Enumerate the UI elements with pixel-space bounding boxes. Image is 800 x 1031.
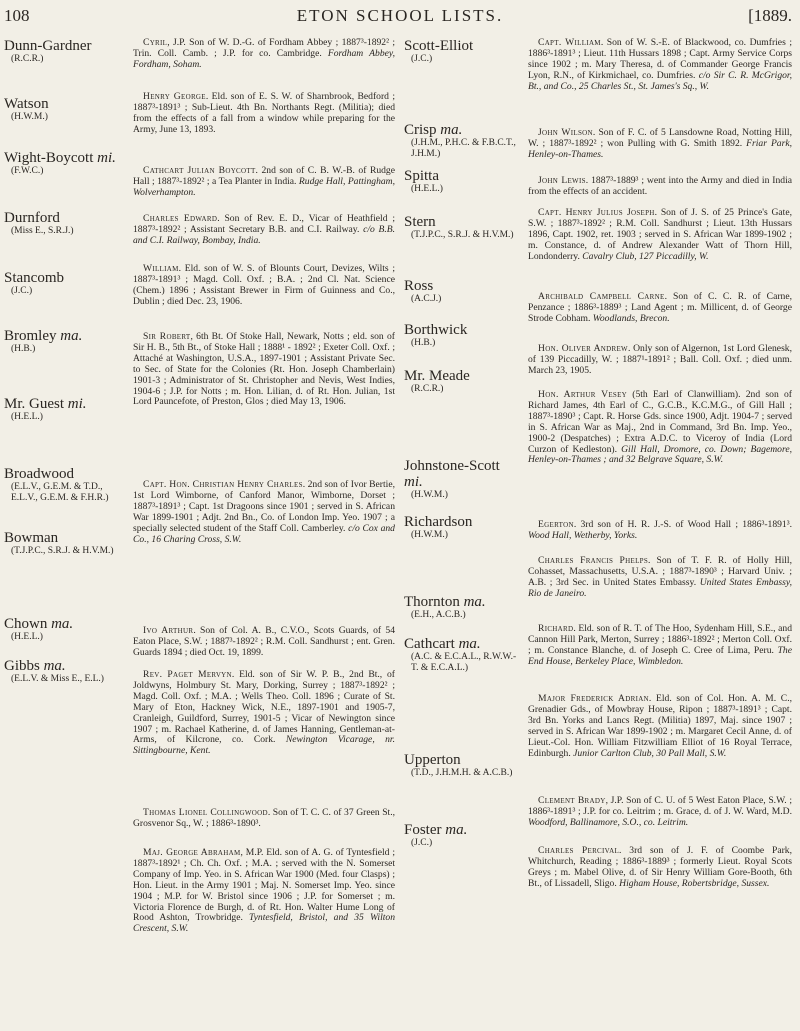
- address: c/o B.B. and C.I. Railway, Bombay, India.: [133, 223, 396, 246]
- house-block: [404, 752, 522, 779]
- surname: Cathcart: [404, 636, 459, 652]
- house-name: [404, 122, 522, 138]
- house-block: [4, 466, 122, 504]
- biography-text: (5th Earl of Clanwilliam). 2nd son of Richard James, 4th Earl of C., G.C.B., K.C.M.G., of Gill Hall ; 1887³-1890³ ; Capt. R. Horse Gds. since 1900, Adjt. 1904-7 ; served in S. African War as Maj., 2nd in Command, 3rd Bn. Imp. Yeo., 1900-2 (Despatches) ; Extra A.D.C. to Viceroy of India (Lord Curzon of Kedleston).: [528, 389, 792, 455]
- house-name: [4, 396, 122, 412]
- surname: Mr. Guest: [4, 396, 68, 412]
- address: Newington Vicarage, nr. Sittingbourne, Kent.: [133, 734, 396, 757]
- house-block: [4, 270, 122, 297]
- biography-entry: [528, 556, 792, 600]
- biography-entry: [528, 624, 792, 668]
- biography-text: . 1887³-1889³ ; went into the Army and died in India from the effects of an accident.: [528, 175, 792, 197]
- biography-entry: [528, 208, 792, 263]
- given-names: John Lewis: [538, 175, 586, 186]
- biography-entry: [528, 390, 792, 466]
- house-name: [4, 38, 122, 54]
- house-name: [404, 168, 522, 184]
- surname: Bromley: [4, 328, 61, 344]
- house-block: [4, 150, 122, 177]
- given-names: Charles Francis Phelps: [538, 555, 649, 566]
- given-names: John Wilson: [538, 127, 593, 138]
- biography-text: , J.P. Son of W. D.-G. of Fordham Abbey ; 1887³-1892² ; Trin. Coll. Camb. ; J.P. for co. Cambridge.: [133, 37, 395, 59]
- surname: Gibbs: [4, 658, 44, 674]
- surname: Thornton: [404, 594, 464, 610]
- given-names: William: [143, 263, 179, 274]
- biography-text: . Eld. son of E. S. W. of Sharnbrook, Bedford ; 1887³-1891³ ; Sub-Lieut. 4th Bn. Northants Regt. (Militia); died from the effects of a fall from a window while preparing for the Army, June 13, 1893.: [133, 91, 396, 135]
- house-tutor-initials: (J.C.): [411, 838, 433, 848]
- surname: Upperton: [404, 752, 461, 768]
- given-names: Thomas Lionel Collingwood: [143, 807, 268, 818]
- seniority-suffix: ma.: [458, 636, 481, 652]
- biography-entry: [133, 848, 395, 935]
- house-block: [4, 328, 122, 355]
- house-block: [404, 458, 522, 501]
- biography-entry: [528, 128, 792, 161]
- house-name: [404, 38, 522, 54]
- address: Gill Hall, Dromore, co. Down; Bagemore, Henley-on-Thames ; and 32 Belgrave Square, S.W.: [528, 443, 792, 466]
- house-tutor-initials: (E.L.V. & Miss E., E.L.): [11, 674, 104, 684]
- seniority-suffix: ma.: [51, 616, 74, 632]
- biography-text: , M.P. Eld. son of A. G. of Tyntesfield ; 1887³-1892¹ ; Ch. Ch. Oxf. ; M.A. ; served with the N. Somerset Company of Imp. Yeo. in S. African War 1900 (Med. four Clasps) ; Hon. Lieut. in the Army 1901 ; Maj. N. Somerset Imp. Yeo. since 1904 ; M.P. for W. Bristol since 1906 ; J.P. for Somerset ; m. Victoria Florence de Burgh, d. of Rt. Hon. Walter Hume Long of Rood Ashton, Trowbridge.: [133, 847, 395, 924]
- house-tutor-initials: (H.E.L.): [411, 184, 443, 194]
- house-tutor-initials: (H.B.): [11, 344, 36, 354]
- biography-entry: [133, 480, 395, 545]
- house-tutor-initials: (A.C.J.): [411, 294, 442, 304]
- address: Cavalry Club, 127 Piccadilly, W.: [582, 250, 709, 262]
- house-name: [4, 658, 122, 674]
- given-names: Capt. Henry Julius Joseph: [538, 207, 655, 218]
- address: Wood Hall, Wetherby, Yorks.: [528, 529, 638, 541]
- house-name: [404, 214, 522, 230]
- surname: Bowman: [4, 530, 59, 546]
- biography-text: . Son of T. F. R. of Holly Hill, Cohasset, Massachusetts, U.S.A. ; 1887³-1890³ ; Harvard Univ. ; A.B. ; 3rd Sec. in United States Embassy.: [528, 555, 792, 588]
- biography-entry: [133, 626, 395, 659]
- surname: Borthwick: [404, 322, 468, 338]
- page-number: 108: [4, 6, 30, 25]
- given-names: Charles Edward: [143, 213, 218, 224]
- house-block: [4, 210, 122, 237]
- surname: Stancomb: [4, 270, 64, 286]
- house-name: [404, 278, 522, 294]
- entry-column-right: [528, 38, 792, 1028]
- house-name: [404, 458, 522, 490]
- biography-entry: [528, 846, 792, 890]
- house-block: [4, 616, 122, 643]
- house-column-left: [4, 38, 122, 1028]
- given-names: Clement Brady: [538, 795, 606, 806]
- biography-text: . Eld. son of Sir W. P. B., 2nd Bt., of Joldwyns, Holmbury St. Mary, Dorking, Surrey ; 1887³-1892² ; Magd. Coll. Oxf. ; M.A. ; Wells Theo. Coll. 1896 ; Curate of St. Mary of Eton, Hackney Wick, N.E., 1897-1901 and 1905-7, Cranleigh, Guildford, Surrey, 1901-5 ; Vicar of Newington since 1907 ; m. Rachael Katherine, d. of James Hanning, Gentleman-at-Arms, of Kilcrone, co. Cork.: [133, 669, 395, 746]
- page-title: ETON SCHOOL LISTS.: [296, 6, 504, 25]
- address: United States Embassy, Rio de Janeiro.: [528, 576, 792, 599]
- house-block: [4, 658, 122, 685]
- house-tutor-initials: (T.J.P.C., S.R.J. & H.V.M.): [411, 230, 514, 240]
- biography-text: . Son of J. S. of 25 Prince's Gate, S.W. ; 1887³-1892² ; R.M. Coll. Sandhurst ; Lieut. 13th Hussars 1896, Capt. 1902, ret. 1903 ; served in S. African War 1899-1902 ; m. Constance, d. of Andrew Alexander Watt of Thorn Hill, Londonderry.: [528, 207, 792, 262]
- biography-entry: [528, 796, 792, 829]
- biography-text: . Only son of Algernon, 1st Lord Glenesk, of 139 Piccadilly, W. ; 1887¹-1891² ; Ball. Coll. Oxf. ; died unm. March 23, 1905.: [528, 343, 792, 376]
- house-block: [4, 530, 122, 557]
- house-name: [4, 210, 122, 226]
- biography-text: . 3rd son of J. F. of Coombe Park, Whitchurch, Reading ; 1886³-1889³ ; formerly Lieut. Royal Scots Greys ; m. Mabel Olive, d. of Sir Henry William Gore-Booth, 6th Bt., of Lissadell, Sligo.: [528, 845, 792, 889]
- house-name: [404, 594, 522, 610]
- address: Woodford, Ballinamore, S.O., co. Leitrim.: [528, 816, 689, 828]
- given-names: Rev. Paget Mervyn: [143, 669, 232, 680]
- given-names: Archibald Campbell Carne: [538, 291, 665, 302]
- surname: Chown: [4, 616, 52, 632]
- surname: Mr. Meade: [404, 368, 470, 384]
- house-tutor-initials: (R.C.R.): [11, 54, 44, 64]
- given-names: Cathcart Julian Boycott: [143, 165, 256, 176]
- biography-entry: [528, 38, 792, 93]
- house-name: [404, 368, 522, 384]
- biography-entry: [133, 808, 395, 830]
- surname: Ross: [404, 278, 434, 294]
- house-tutor-initials: (H.W.M.): [411, 530, 448, 540]
- house-tutor-initials: (H.E.L.): [11, 632, 43, 642]
- seniority-suffix: ma.: [445, 822, 468, 838]
- biography-text: , J.P. Son of C. U. of 5 West Eaton Place, S.W. ; 1886³-1891³ ; J.P. for co. Leitrim ; m. Grace, d. of J. W. Ward, M.D.: [528, 795, 792, 817]
- house-block: [4, 396, 122, 423]
- given-names: Major Frederick Adrian: [538, 693, 649, 704]
- surname: Stern: [404, 214, 436, 230]
- house-name: [404, 752, 522, 768]
- house-name: [4, 466, 122, 482]
- biography-entry: [528, 694, 792, 759]
- address: Junior Carlton Club, 30 Pall Mall, S.W.: [573, 747, 727, 759]
- house-tutor-initials: (J.C.): [411, 54, 433, 64]
- given-names: Ivo Arthur: [143, 625, 194, 636]
- house-block: [404, 168, 522, 195]
- surname: Scott-Elliot: [404, 38, 474, 54]
- surname: Richardson: [404, 514, 473, 530]
- biography-text: . Son of F. C. of 5 Lansdowne Road, Notting Hill, W. ; 1887³-1892² ; won Pulling with G. Smith 1892.: [528, 127, 792, 149]
- seniority-suffix: mi.: [67, 396, 87, 412]
- surname: Durnford: [4, 210, 60, 226]
- given-names: Egerton: [538, 519, 574, 530]
- seniority-suffix: mi.: [97, 150, 116, 166]
- given-names: Cyril: [143, 37, 168, 48]
- house-block: [404, 278, 522, 305]
- address: Tyntesfield, Bristol, and 35 Wilton Crescent, S.W.: [133, 912, 395, 935]
- house-name: [404, 322, 522, 338]
- biography-entry: [133, 38, 395, 71]
- biography-text: . Son of T. C. C. of 37 Green St., Grosvenor Sq., W. ; 1886³-1890³.: [133, 807, 395, 829]
- biography-text: . Eld. son of Col. Hon. A. M. C., Grenadier Gds., of Mowbray House, Ripon ; 1887³-1891³ ; Capt. 3rd Bn. Yorks and Lancs Regt. (Militia) 1897, Maj. since 1907 ; served in S. African War 1899-1902 ; m. Margaret Cecil Anne, d. of Lieut.-Col. Hon. William Fitzwilliam Elliot of 16 Royal Terrace, Edinburgh.: [528, 693, 792, 759]
- biography-text: . Eld. son of W. S. of Blounts Court, Devizes, Wilts ; 1887³-1891³ ; Magd. Coll. Oxf. ; B.A. ; 2nd Cl. Nat. Science (Chem.) 1896 ; Assistant Brewer in Firm of Guinness and Co., Dublin ; died Dec. 23, 1906.: [133, 263, 395, 307]
- house-name: [4, 530, 122, 546]
- page-year: [1889.: [748, 6, 792, 25]
- seniority-suffix: mi.: [404, 474, 423, 490]
- seniority-suffix: ma.: [60, 328, 83, 344]
- house-block: [404, 122, 522, 160]
- given-names: Capt. William: [538, 37, 601, 48]
- given-names: Capt. Hon. Christian Henry Charles: [143, 479, 303, 490]
- house-name: [4, 616, 122, 632]
- biography-entry: [133, 214, 395, 247]
- biography-entry: [528, 344, 792, 377]
- house-block: [404, 594, 522, 621]
- house-tutor-initials: (J.H.M., P.H.C. & F.B.C.T., J.H.M.): [411, 138, 516, 159]
- address: c/o Sir C. R. McGrigor, Bt., and Co., 25 Charles St., St. James's Sq., W.: [528, 69, 792, 92]
- house-name: [404, 636, 522, 652]
- house-name: [4, 150, 122, 166]
- house-tutor-initials: (J.C.): [11, 286, 33, 296]
- given-names: Maj. George Abraham: [143, 847, 241, 858]
- surname: Crisp: [404, 122, 441, 138]
- biography-entry: [133, 166, 395, 199]
- house-tutor-initials: (T.D., J.H.M.H. & A.C.B.): [411, 768, 513, 778]
- biography-entry: [133, 332, 395, 408]
- biography-entry: [133, 264, 395, 308]
- surname: Spitta: [404, 168, 440, 184]
- biography-text: . 3rd son of H. R. J.-S. of Wood Hall ; 1886³-1891³.: [573, 519, 792, 530]
- address: Higham House, Robertsbridge, Sussex.: [619, 877, 770, 889]
- house-tutor-initials: (H.W.M.): [411, 490, 448, 500]
- seniority-suffix: ma.: [440, 122, 463, 138]
- address: The End House, Berkeley Place, Wimbledon.: [528, 644, 792, 667]
- biography-text: . Son of C. C. R. of Carne, Penzance ; 1886³-1889³ ; Land Agent ; m. Millicent, d. of George Strode Cobham.: [528, 291, 792, 324]
- surname: Dunn-Gardner: [4, 38, 92, 54]
- surname: Watson: [4, 96, 49, 112]
- house-tutor-initials: (E.L.V., G.E.M. & T.D., E.L.V., G.E.M. & F.H.R.): [11, 482, 109, 503]
- house-tutor-initials: (T.J.P.C., S.R.J. & H.V.M.): [11, 546, 114, 556]
- house-tutor-initials: (A.C. & E.C.A.L., R.W.W.-T. & E.C.A.L.): [411, 652, 517, 673]
- house-tutor-initials: (R.C.R.): [411, 384, 444, 394]
- house-tutor-initials: (E.H., A.C.B.): [411, 610, 466, 620]
- biography-text: . Son of Col. A. B., C.V.O., Scots Guards, of 54 Eaton Place, S.W. ; 1887³-1892² ; R.M. Coll. Sandhurst ; ent. Gren. Guards 1894 ; died Oct. 19, 1899.: [133, 625, 395, 658]
- page-header: [0, 6, 800, 36]
- address: Rudge Hall, Pattingham, Wolverhampton.: [133, 175, 395, 198]
- house-block: [404, 822, 522, 849]
- house-block: [404, 368, 522, 395]
- house-tutor-initials: (H.W.M.): [11, 112, 48, 122]
- seniority-suffix: ma.: [463, 594, 486, 610]
- house-name: [404, 822, 522, 838]
- house-block: [404, 636, 522, 674]
- given-names: Charles Percival: [538, 845, 620, 856]
- biography-text: . 2nd son of Ivor Bertie, 1st Lord Wimborne, of Canford Manor, Wimborne, Dorset ; 1887³-1891³ ; Capt. 1st Dragoons since 1901 ; served in S. African War 1899-1901 ; Adjt. 2nd Bn., Co. of London Imp. Yeo. 1907 ; a specially selected student of the Staff Coll. Camberley.: [133, 479, 395, 534]
- house-tutor-initials: (Miss E., S.R.J.): [11, 226, 74, 236]
- biography-entry: [133, 670, 395, 757]
- house-name: [4, 96, 122, 112]
- surname: Wight-Boycott: [4, 150, 98, 166]
- biography-entry: [133, 92, 395, 136]
- house-tutor-initials: (H.B.): [411, 338, 436, 348]
- address: Fordham Abbey, Fordham, Soham.: [133, 47, 396, 70]
- house-block: [404, 214, 522, 241]
- surname: Johnstone-Scott: [404, 458, 500, 474]
- biography-text: . 2nd son of C. B. W.-B. of Rudge Hall ; 1887³-1892² ; a Tea Planter in India.: [133, 165, 395, 187]
- house-block: [404, 322, 522, 349]
- biography-entry: [528, 176, 792, 198]
- given-names: Henry George: [143, 91, 206, 102]
- house-name: [4, 270, 122, 286]
- surname: Broadwood: [4, 466, 74, 482]
- biography-entry: [528, 292, 792, 325]
- given-names: Hon. Oliver Andrew: [538, 343, 628, 354]
- entry-column-left: [133, 38, 395, 1028]
- biography-text: . Son of Rev. E. D., Vicar of Heathfield ; 1887³-1892² ; Assistant Secretary B.B. and C.I. Railway.: [133, 213, 396, 235]
- seniority-suffix: ma.: [43, 658, 66, 674]
- house-tutor-initials: (F.W.C.): [11, 166, 44, 176]
- given-names: Richard: [538, 623, 574, 634]
- house-block: [404, 38, 522, 65]
- biography-entry: [528, 520, 792, 542]
- house-tutor-initials: (H.E.L.): [11, 412, 43, 422]
- house-name: [404, 514, 522, 530]
- biography-text: . Eld. son of R. T. of The Hoo, Sydenham Hill, S.E., and Cannon Hill Park, Merton, Surrey ; 1886³-1892² ; Merton Coll. Oxf. ; m. Constance Blanche, d. of Joseph C. Cree of Lima, Peru.: [528, 623, 792, 656]
- given-names: Hon. Arthur Vesey: [538, 389, 628, 400]
- address: Woodlands, Brecon.: [592, 312, 670, 324]
- house-block: [404, 514, 522, 541]
- address: c/o Cox and Co., 16 Charing Cross, S.W.: [133, 522, 395, 545]
- house-block: [4, 38, 122, 65]
- address: Friar Park, Henley-on-Thames.: [528, 137, 792, 160]
- house-column-right: [404, 38, 522, 1028]
- house-block: [4, 96, 122, 123]
- biography-text: . Son of W. S.-E. of Blackwood, co. Dumfries ; 1886³-1891³ ; Lieut. 11th Hussars 1898 ; Capt. Army Service Corps since 1902 ; m. Mary Theresa, d. of Commander George Francis Lyon, R.N., of Kirkmichael, co. Dumfries.: [528, 37, 792, 81]
- surname: Foster: [404, 822, 446, 838]
- given-names: Sir Robert: [143, 331, 191, 342]
- house-name: [4, 328, 122, 344]
- biography-text: , 6th Bt. Of Stoke Hall, Newark, Notts ; eld. son of Sir H. B., 5th Bt., of Stoke Hall ; 1888¹ - 1892² ; Exeter Coll. Oxf. ; Attaché at Washington, U.S.A., 1897-1901 ; Assistant Private Sec. to Sec. of State for the Colonies (Rt. Hon. Joseph Chamberlain) 1901-3 ; Administrator of St. Christopher and Nevis, West Indies, 1904-6 ; J.P. for Notts ; m. Hon. Lilian, d. of Rt. Hon. Julian, 1st Lord Pauncefote, of Preston, Glos ; died May 13, 1906.: [133, 331, 395, 408]
